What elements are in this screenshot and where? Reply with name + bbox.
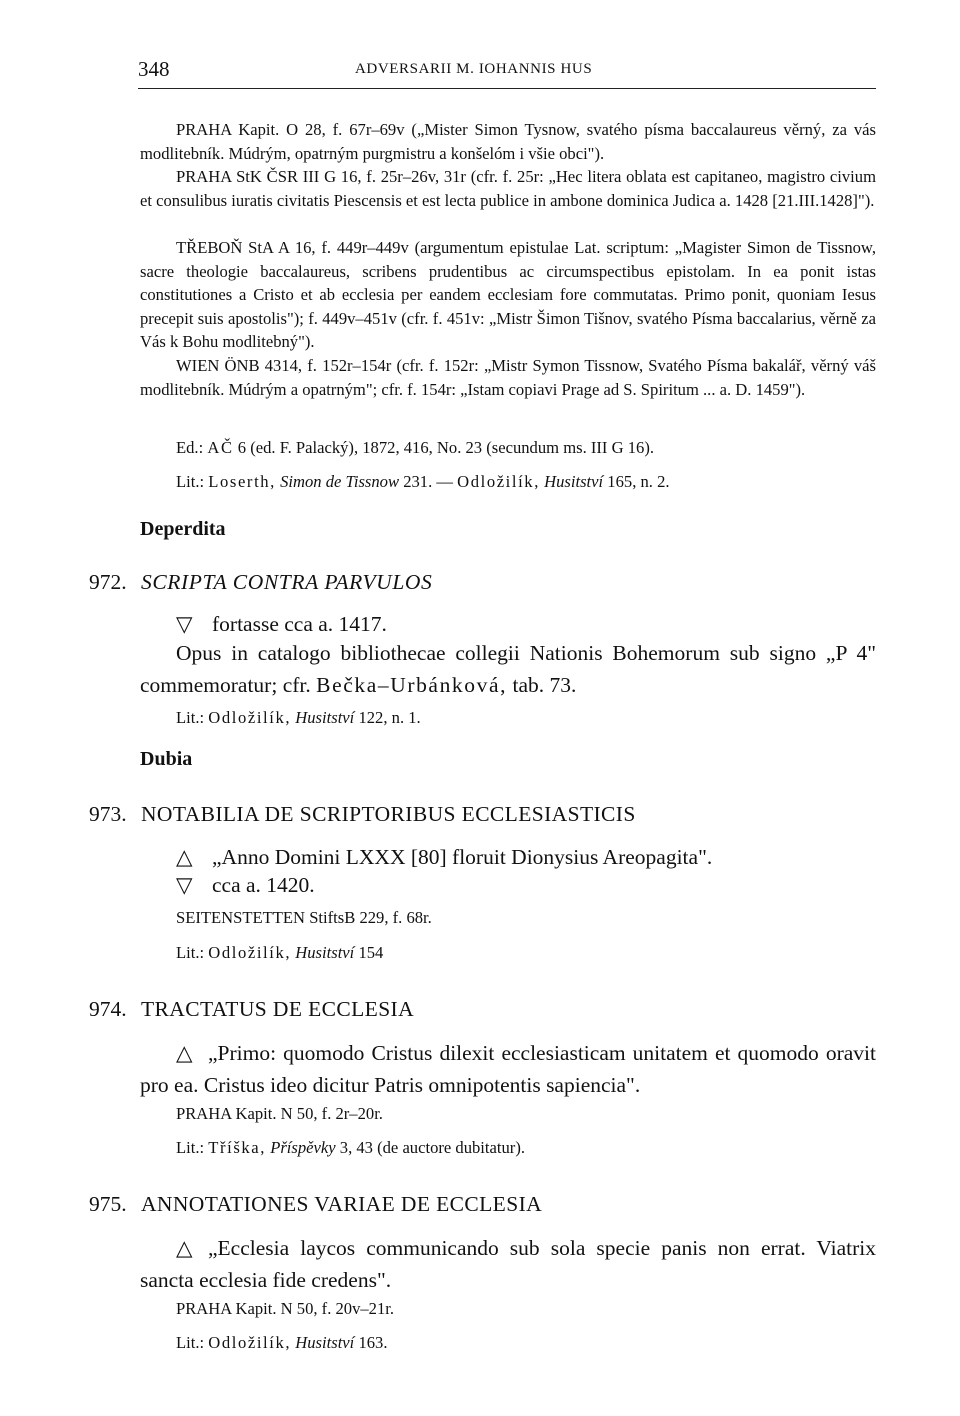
entry-973-heading — [89, 802, 636, 827]
incipit-text: „Anno Domini LXXX [80] floruit Dionysius Areopagita". — [212, 845, 713, 869]
entry-974-incipit — [140, 1037, 876, 1101]
triangle-down-icon: ▽ — [176, 612, 193, 636]
entry-title: TRACTATUS DE ECCLESIA — [141, 997, 415, 1021]
lit-label: Lit.: — [176, 1138, 205, 1157]
lit-work: Příspěvky — [270, 1138, 336, 1157]
lit-work: Husitství — [295, 708, 355, 727]
entry-975-manuscript: PRAHA Kapit. N 50, f. 20v–21r. — [176, 1299, 395, 1318]
page-header — [138, 57, 876, 87]
entry-title: ANNOTATIONES VARIAE DE ECCLESIA — [141, 1192, 543, 1216]
entry-975-incipit — [140, 1232, 876, 1296]
lit-rest: 154 — [358, 943, 384, 962]
lit-work: Simon de Tissnow — [280, 472, 400, 491]
entry-972-heading — [89, 570, 432, 595]
lit-author: Tříška, — [208, 1138, 267, 1157]
manuscript-trebon-sta: TŘEBOŇ StA A 16, f. 449r–449v (argumentum epistulae Lat. scriptum: „Magister Simon de Tissnow, sacre theologie baccalaureus, scribens prudentibus ac circumspectibus epistolam. In ea ponit istas constitutiones a Cristo et ab ecclesia per eandem ecclesiam fore commutatas. Primo ponit, quoniam Iesus precepit suis apostolis"); f. 449v–451v (cfr. f. 451v: „Mistr Šimon Tišnov, svatého Písma baccalarius, věrně za Vás k Bohu modlitebný"). — [140, 238, 876, 352]
entry-975-literature — [176, 1331, 388, 1354]
lit-rest: 163. — [358, 1333, 388, 1352]
entry-974-literature — [176, 1136, 525, 1159]
date-text: fortasse cca a. 1417. — [212, 612, 387, 636]
lit-author: Odložilík, — [208, 943, 292, 962]
lit-author: Odložilík, — [208, 708, 292, 727]
entry-975-heading — [89, 1192, 542, 1217]
lit-work: Husitství — [295, 1333, 355, 1352]
triangle-up-icon: △ — [176, 1041, 193, 1065]
lit-label: Lit.: — [176, 1333, 205, 1352]
text-part: Opus in catalogo bibliothecae collegii Nationis Bohemorum sub signo „P 4" commemoratur; cfr. — [140, 641, 876, 697]
lit-rest: 3, 43 (de auctore dubitatur). — [339, 1138, 525, 1157]
lit-label: Lit.: — [176, 943, 205, 962]
ed-author: AČ — [207, 438, 234, 457]
date-text: cca a. 1420. — [212, 873, 315, 897]
lit-author: Odložilík, — [457, 472, 540, 491]
section-heading-dubia: Dubia — [140, 748, 193, 770]
manuscript-praha-kapit-o28: PRAHA Kapit. O 28, f. 67r–69v („Mister Simon Tysnow, svatého písma baccalaureus věrný, za vás modlitebník. Múdrým, opatrným purgmistru a konšelóm i všie obci"). — [140, 120, 876, 163]
text-part: tab. 73. — [512, 673, 577, 697]
lit-rest: 165, n. 2. — [607, 472, 670, 491]
manuscript-wien-onb: WIEN ÖNB 4314, f. 152r–154r (cfr. f. 152r: „Mistr Symon Tissnow, Svatého Písma bakalář, věrný váš modlitebník. Múdrým a opatrným"; cfr. f. 154r: „Istam copiavi Prage ad S. Spiritum ... a. D. 1459"). — [140, 356, 876, 399]
entry-number: 972. — [89, 570, 127, 594]
entry-number: 973. — [89, 802, 127, 826]
running-title: ADVERSARII M. IOHANNIS HUS — [355, 61, 593, 77]
entry-973-date — [176, 869, 876, 901]
entry-title: SCRIPTA CONTRA PARVULOS — [141, 570, 433, 594]
triangle-up-icon: △ — [176, 845, 193, 869]
entry-title: NOTABILIA DE SCRIPTORIBUS ECCLESIASTICIS — [141, 802, 636, 826]
literature-reference — [176, 470, 670, 493]
triangle-up-icon: △ — [176, 1236, 193, 1260]
lit-label: Lit.: — [176, 472, 205, 491]
entry-number: 974. — [89, 997, 127, 1021]
triangle-down-icon: ▽ — [176, 873, 193, 897]
entry-number: 975. — [89, 1192, 127, 1216]
entry-973-manuscript: SEITENSTETTEN StiftsB 229, f. 68r. — [176, 908, 432, 927]
lit-rest: 231. — — [403, 472, 453, 491]
ed-label: Ed.: — [176, 438, 204, 457]
lit-author: Odložilík, — [208, 1333, 292, 1352]
entry-974-heading — [89, 997, 414, 1022]
ed-rest: 6 (ed. F. Palacký), 1872, 416, No. 23 (secundum ms. III G 16). — [237, 438, 654, 457]
incipit-text: „Ecclesia laycos communicando sub sola specie panis non errat. Viatrix sancta ecclesia fide credens". — [140, 1236, 876, 1292]
lit-rest: 122, n. 1. — [358, 708, 421, 727]
lit-label: Lit.: — [176, 708, 205, 727]
text-author: Bečka–Urbánková, — [316, 673, 508, 697]
page-number: 348 — [138, 57, 170, 81]
section-heading-deperdita: Deperdita — [140, 518, 226, 540]
entry-974-manuscript: PRAHA Kapit. N 50, f. 2r–20r. — [176, 1104, 383, 1123]
entry-973-literature — [176, 941, 383, 964]
manuscript-praha-stk: PRAHA StK ČSR III G 16, f. 25r–26v, 31r (cfr. f. 25r: „Hec litera oblata est capitaneo, magistro civium et consulibus iuratis civitatis Piescensis et est lecta publice in ambone dominica Judica a. 1428 [21.III.1428]"). — [140, 167, 876, 210]
lit-work: Husitství — [544, 472, 604, 491]
edition-reference — [176, 436, 654, 459]
entry-972-date — [176, 608, 876, 640]
lit-author: Loserth, — [208, 472, 276, 491]
lit-work: Husitství — [295, 943, 355, 962]
entry-972-text — [140, 637, 876, 701]
entry-972-literature — [176, 706, 421, 729]
header-rule — [138, 88, 876, 89]
incipit-text: „Primo: quomodo Cristus dilexit ecclesiasticam unitatem et quomodo oravit pro ea. Cristus ideo dicitur Patris omnipotentis sapiencia". — [140, 1041, 876, 1097]
